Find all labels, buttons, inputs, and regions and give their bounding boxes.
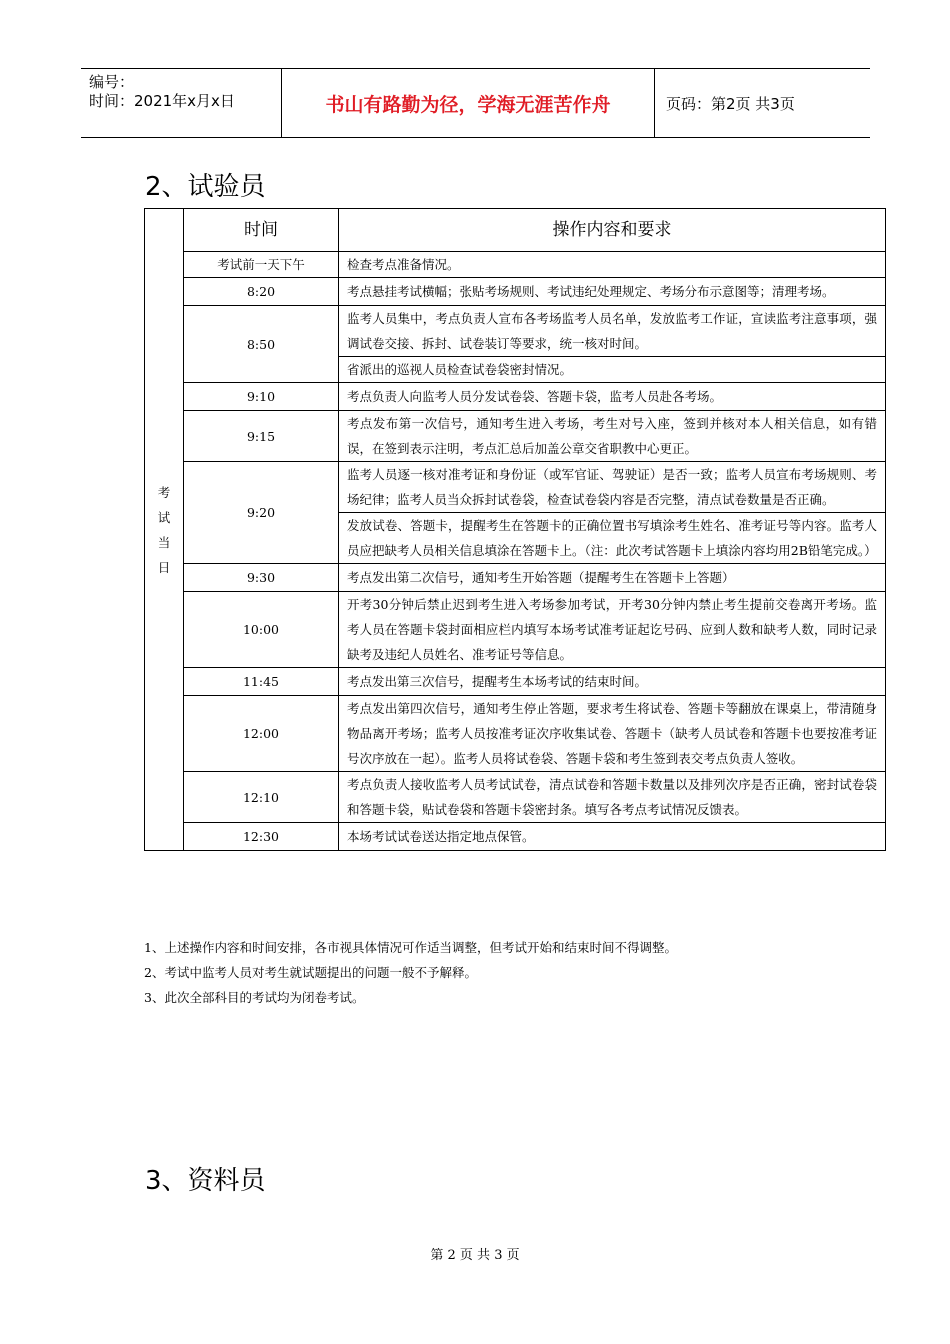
header-motto: 书山有路勤为径，学海无涯苦作舟 bbox=[281, 69, 655, 137]
date-label: 时间：2021年x月x日 bbox=[89, 92, 235, 110]
content-cell: 考点悬挂考试横幅；张贴考场规则、考试违纪处理规定、考场分布示意图等；清理考场。 bbox=[339, 278, 886, 306]
table-row bbox=[145, 772, 886, 823]
side-char: 考 bbox=[157, 484, 171, 500]
content-cell: 本场考试试卷送达指定地点保管。 bbox=[339, 823, 886, 851]
page-footer: 第 2 页 共 3 页 bbox=[430, 1248, 520, 1263]
content-cell: 监考人员逐一核对准考证和身份证（或军官证、驾驶证）是否一致；监考人员宣布考场规则、考场纪律；监考人员当众拆封试卷袋，检查试卷袋内容是否完整，清点试卷数量是否正确。 bbox=[339, 462, 886, 513]
content-cell: 发放试卷、答题卡，提醒考生在答题卡的正确位置书写填涂考生姓名、准考证号等内容。监考人员应把缺考人员相关信息填涂在答题卡上。（注：此次考试答题卡上填涂内容均用2B铅笔完成。） bbox=[339, 513, 886, 564]
col-time-header: 时间 bbox=[184, 209, 339, 252]
content-cell: 考点负责人向监考人员分发试卷袋、答题卡袋，监考人员赴各考场。 bbox=[339, 383, 886, 411]
table-row bbox=[145, 823, 886, 851]
side-char: 日 bbox=[157, 559, 171, 575]
content-cell: 考点发布第一次信号，通知考生进入考场，考生对号入座，签到并核对本人相关信息，如有错误，在签到表示注明，考点汇总后加盖公章交省职教中心更正。 bbox=[339, 411, 886, 462]
table-row bbox=[145, 383, 886, 411]
table-row bbox=[145, 306, 886, 357]
content-cell: 考点发出第三次信号，提醒考生本场考试的结束时间。 bbox=[339, 668, 886, 696]
content-cell: 省派出的巡视人员检查试卷袋密封情况。 bbox=[339, 357, 886, 383]
content-cell: 监考人员集中，考点负责人宣布各考场监考人员名单，发放监考工作证，宣读监考注意事项，强调试卷交接、拆封、试卷装订等要求，统一核对时间。 bbox=[339, 306, 886, 357]
time-cell: 9:10 bbox=[184, 383, 339, 411]
header-meta bbox=[81, 69, 289, 141]
table-row bbox=[145, 592, 886, 668]
table-row bbox=[145, 278, 886, 306]
time-cell: 12:00 bbox=[184, 696, 339, 772]
table-header-row bbox=[145, 209, 886, 252]
table-row bbox=[145, 252, 886, 278]
time-cell: 9:20 bbox=[184, 462, 339, 564]
side-char: 试 bbox=[157, 509, 171, 525]
content-cell: 考点负责人接收监考人员考试试卷，清点试卷和答题卡数量以及排列次序是否正确，密封试卷袋和答题卡袋，贴试卷袋和答题卡袋密封条。填写各考点考试情况反馈表。 bbox=[339, 772, 886, 823]
side-char: 当 bbox=[157, 534, 171, 550]
col-content-header: 操作内容和要求 bbox=[339, 209, 886, 252]
side-label bbox=[145, 209, 184, 851]
time-cell: 9:30 bbox=[184, 564, 339, 592]
note-item: 1、上述操作内容和时间安排，各市视具体情况可作适当调整，但考试开始和结束时间不得调整。 bbox=[144, 940, 677, 955]
section-2-title: 2、试验员 bbox=[145, 172, 266, 202]
content-cell: 检查考点准备情况。 bbox=[339, 252, 886, 278]
header-page-info: 页码：第2页 共3页 bbox=[666, 94, 795, 113]
table-row bbox=[145, 462, 886, 513]
content-cell: 开考30分钟后禁止迟到考生进入考场参加考试，开考30分钟内禁止考生提前交卷离开考场。监考人员在答题卡袋封面相应栏内填写本场考试准考证起讫号码、应到人数和缺考人数，同时记录缺考及违纪人员姓名、准考证号等信息。 bbox=[339, 592, 886, 668]
notes bbox=[144, 935, 884, 1010]
table-row bbox=[145, 696, 886, 772]
note-item: 3、此次全部科目的考试均为闭卷考试。 bbox=[144, 990, 365, 1005]
time-cell: 12:10 bbox=[184, 772, 339, 823]
schedule-table bbox=[144, 208, 886, 851]
note-item: 2、考试中监考人员对考生就试题提出的问题一般不予解释。 bbox=[144, 965, 477, 980]
page-header bbox=[81, 68, 870, 138]
content-cell: 考点发出第四次信号，通知考生停止答题，要求考生将试卷、答题卡等翻放在课桌上，带清随身物品离开考场；监考人员按准考证次序收集试卷、答题卡（缺考人员试卷和答题卡也要按准考证号次序放在一起）。监考人员将试卷袋、答题卡袋和考生签到表交考点负责人签收。 bbox=[339, 696, 886, 772]
time-cell: 10:00 bbox=[184, 592, 339, 668]
time-cell: 8:50 bbox=[184, 306, 339, 383]
section-3-title: 3、资料员 bbox=[145, 1166, 266, 1196]
time-cell: 12:30 bbox=[184, 823, 339, 851]
time-cell: 11:45 bbox=[184, 668, 339, 696]
content-cell: 考点发出第二次信号，通知考生开始答题（提醒考生在答题卡上答题） bbox=[339, 564, 886, 592]
number-label: 编号： bbox=[89, 73, 135, 91]
time-cell: 考试前一天下午 bbox=[184, 252, 339, 278]
time-cell: 8:20 bbox=[184, 278, 339, 306]
table-row bbox=[145, 411, 886, 462]
table-row bbox=[145, 564, 886, 592]
time-cell: 9:15 bbox=[184, 411, 339, 462]
table-row bbox=[145, 668, 886, 696]
